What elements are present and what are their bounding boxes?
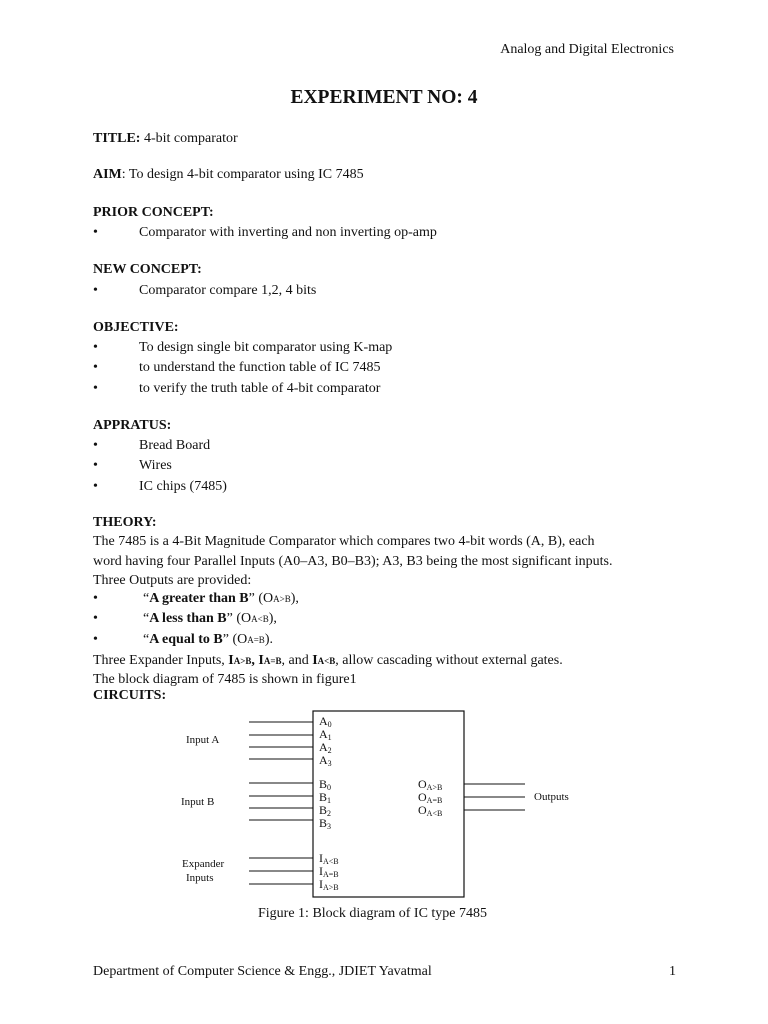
output-lines [464,784,525,810]
page-number: 1 [669,964,676,979]
pin-b3: B3 [319,816,332,831]
pin-b2: B2 [319,803,332,818]
bullet: • [93,591,98,606]
bullet: • [93,340,98,355]
bullet: • [93,360,98,375]
theory-line-2: word having four Parallel Inputs (A0–A3, B0–B3); A3, B3 being the most significant inputs. [93,554,613,569]
outputs-label: Outputs [534,791,569,803]
theory-heading: THEORY: [93,515,157,530]
footer-department: Department of Computer Science & Engg., JDIET Yavatmal [93,964,432,979]
bullet: • [93,283,98,298]
running-header: Analog and Digital Electronics [500,42,674,57]
bullet: • [93,479,98,494]
pin-a3: A3 [319,753,332,768]
block-line: The block diagram of 7485 is shown in figure1 [93,672,357,687]
bullet: • [93,225,98,240]
pin-i-agtb: IA>B [319,877,339,892]
apparatus-heading: APPRATUS: [93,418,172,433]
prior-concept-heading: PRIOR CONCEPT: [93,205,214,220]
objective-heading: OBJECTIVE: [93,320,179,335]
pin-i-aeqb: IA=B [319,864,339,879]
bullet: • [93,611,98,626]
figure-caption: Figure 1: Block diagram of IC type 7485 [258,906,488,921]
input-b-label: Input B [181,796,215,808]
pin-a2: A2 [319,740,332,755]
expander-label-1: Expander [182,858,225,870]
pin-b0: B0 [319,777,332,792]
aim-label: AIM [93,167,122,182]
input-a-label: Input A [186,734,220,746]
aim-value: : To design 4-bit comparator using IC 7485 [121,167,364,182]
bullet: • [93,458,98,473]
bullet: • [93,632,98,647]
pin-a1: A1 [319,727,332,742]
input-a-lines [249,722,313,759]
title-label: TITLE: [93,131,141,146]
expander-lines [249,858,313,884]
pin-b1: B1 [319,790,332,805]
circuits-heading: CIRCUITS: [93,688,167,703]
bullet: • [93,438,98,453]
input-b-lines [249,783,313,820]
theory-line-3: Three Outputs are provided: [93,573,252,588]
pin-o-agtb: OA>B [418,777,443,792]
theory-line-1: The 7485 is a 4-Bit Magnitude Comparator which compares two 4-bit words (A, B), each [93,534,595,549]
new-concept-heading: NEW CONCEPT: [93,262,202,277]
title-value: 4-bit comparator [140,131,238,146]
experiment-title: EXPERIMENT NO: 4 [290,87,478,108]
pin-o-altb: OA<B [418,803,443,818]
pin-o-aeqb: OA=B [418,790,443,805]
expander-label-2: Inputs [186,872,214,884]
pin-a0: A0 [319,714,332,729]
pin-i-altb: IA<B [319,851,339,866]
bullet: • [93,381,98,396]
expander-line: Three Expander Inputs, IA>B, IA=B, and IA<B, allow cascading without external gates. [93,653,563,668]
